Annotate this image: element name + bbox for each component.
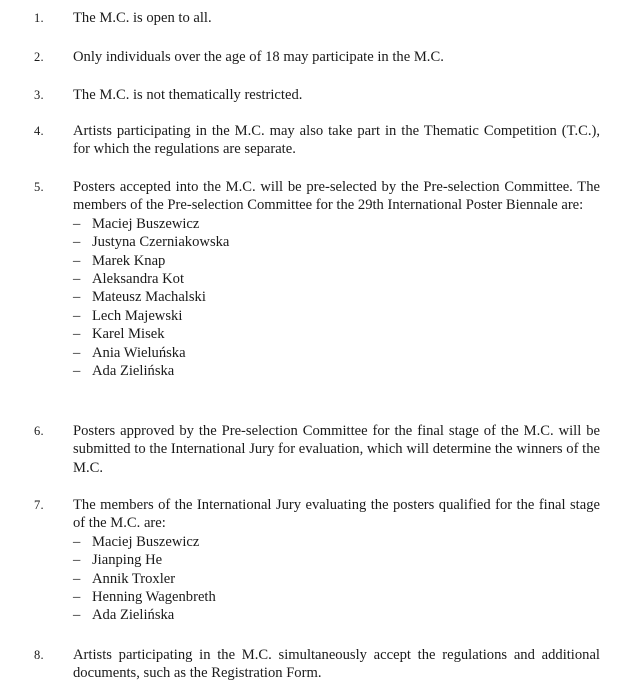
- member-name: Maciej Buszewicz: [92, 215, 200, 232]
- rule-body: [73, 9, 600, 27]
- member-name: Ania Wieluńska: [92, 344, 186, 361]
- jury-member-list: [73, 533, 600, 625]
- rule-text: The M.C. is not thematically restricted.: [73, 87, 303, 103]
- list-item: [73, 252, 600, 270]
- rule-body: [73, 48, 600, 66]
- rule-number: 3.: [34, 88, 44, 102]
- rule-number: 6.: [34, 424, 44, 438]
- member-name: Karel Misek: [92, 326, 165, 343]
- dash-glyph: –: [73, 589, 81, 606]
- member-name: Henning Wagenbreth: [92, 589, 216, 606]
- rule-text: Posters accepted into the M.C. will be pre-selected by the Pre-selection Committee. The members of the Pre-selection Committee for the 29th International Poster Biennale are:: [73, 179, 600, 214]
- member-name: Justyna Czerniakowska: [92, 234, 230, 251]
- member-name: Jianping He: [92, 552, 163, 569]
- member-name: Annik Troxler: [92, 570, 176, 587]
- rule-number: 5.: [34, 180, 44, 194]
- list-item: [73, 270, 600, 288]
- list-item: [73, 215, 600, 233]
- list-item: [73, 362, 600, 380]
- rule-text: Only individuals over the age of 18 may participate in the M.C.: [73, 49, 444, 65]
- dash-glyph: –: [73, 215, 81, 232]
- member-name: Lech Majewski: [92, 307, 183, 324]
- list-item: [73, 570, 600, 588]
- dash-glyph: –: [73, 533, 81, 550]
- rule-body: [73, 422, 600, 477]
- dash-glyph: –: [73, 289, 81, 306]
- list-item: [73, 307, 600, 325]
- list-item: [73, 325, 600, 343]
- dash-glyph: –: [73, 234, 81, 251]
- list-item: [73, 533, 600, 551]
- rule-body: [73, 646, 600, 683]
- rule-body: [73, 86, 600, 104]
- dash-glyph: –: [73, 307, 81, 324]
- list-item: [73, 288, 600, 306]
- dash-glyph: –: [73, 363, 81, 380]
- rule-body: [73, 178, 600, 380]
- rule-text: The M.C. is open to all.: [73, 10, 212, 26]
- rule-text: Artists participating in the M.C. may also take part in the Thematic Competition (T.C.), for which the regulations are separate.: [73, 123, 600, 158]
- rule-number: 7.: [34, 498, 44, 512]
- dash-glyph: –: [73, 344, 81, 361]
- list-item: [73, 344, 600, 362]
- committee-member-list: [73, 215, 600, 381]
- dash-glyph: –: [73, 607, 81, 624]
- rule-number: 2.: [34, 50, 44, 64]
- member-name: Marek Knap: [92, 252, 166, 269]
- dash-glyph: –: [73, 252, 81, 269]
- rule-text: Posters approved by the Pre-selection Committee for the final stage of the M.C. will be submitted to the International Jury for evaluation, which will determine the winners of the M.C.: [73, 423, 600, 476]
- list-item: [73, 233, 600, 251]
- member-name: Ada Zielińska: [92, 363, 175, 380]
- dash-glyph: –: [73, 552, 81, 569]
- rule-number: 4.: [34, 124, 44, 138]
- list-item: [73, 606, 600, 624]
- member-name: Maciej Buszewicz: [92, 533, 200, 550]
- rule-number: 1.: [34, 11, 44, 25]
- dash-glyph: –: [73, 326, 81, 343]
- member-name: Ada Zielińska: [92, 607, 175, 624]
- dash-glyph: –: [73, 570, 81, 587]
- rule-text: Artists participating in the M.C. simultaneously accept the regulations and additional documents, such as the Registration Form.: [73, 647, 600, 682]
- rule-number: 8.: [34, 648, 44, 662]
- list-item: [73, 588, 600, 606]
- dash-glyph: –: [73, 271, 81, 288]
- rule-body: [73, 496, 600, 625]
- rule-body: [73, 122, 600, 159]
- list-item: [73, 551, 600, 569]
- member-name: Aleksandra Kot: [92, 271, 184, 288]
- rule-text: The members of the International Jury evaluating the posters qualified for the final stage of the M.C. are:: [73, 497, 600, 532]
- member-name: Mateusz Machalski: [92, 289, 206, 306]
